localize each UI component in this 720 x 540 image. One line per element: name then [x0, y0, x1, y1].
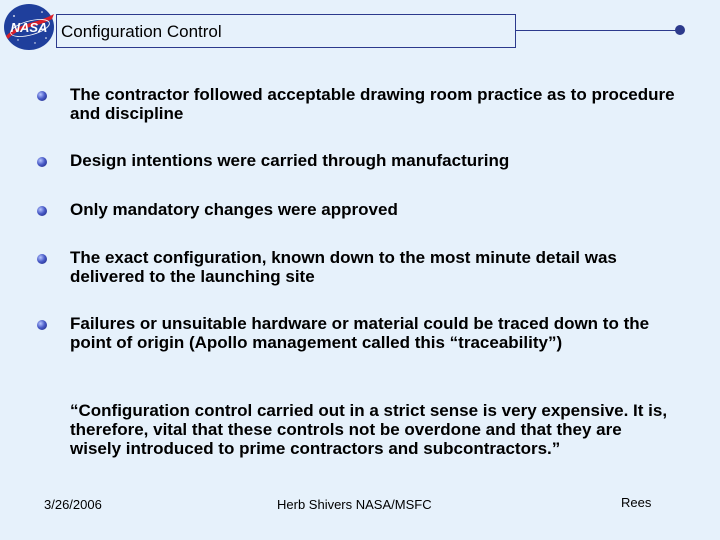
bullet-text: The exact configuration, known down to the most minute detail was delivered to the launching site — [70, 248, 617, 286]
bullet-marker-icon — [37, 91, 47, 101]
footer-source: Rees — [621, 495, 652, 510]
bullet-text: Only mandatory changes were approved — [70, 200, 398, 219]
bullet-marker-icon — [37, 157, 47, 167]
bullet-marker-icon — [37, 254, 47, 264]
header-rule — [516, 30, 676, 31]
footer-author: Herb Shivers NASA/MSFC — [277, 497, 432, 512]
header-rule-end-dot — [675, 25, 685, 35]
nasa-logo-text: NASA — [10, 20, 48, 35]
bullet-text: The contractor followed acceptable drawing room practice as to procedure and discipline — [70, 85, 675, 123]
footer-date: 3/26/2006 — [44, 497, 102, 512]
nasa-logo — [2, 2, 56, 52]
bullet-text: Failures or unsuitable hardware or material could be traced down to the point of origin (Apollo management called this “traceability”) — [70, 314, 650, 352]
bullet-marker-icon — [37, 320, 47, 330]
page-title: Configuration Control — [61, 22, 222, 41]
bullet-marker-icon — [37, 206, 47, 216]
bullet-text: Design intentions were carried through manufacturing — [70, 151, 510, 170]
quote-text: “Configuration control carried out in a strict sense is very expensive. It is, therefore, vital that these controls not be overdone and that they are wisely introduced to prime contractors and subcontractors.” — [70, 401, 668, 458]
